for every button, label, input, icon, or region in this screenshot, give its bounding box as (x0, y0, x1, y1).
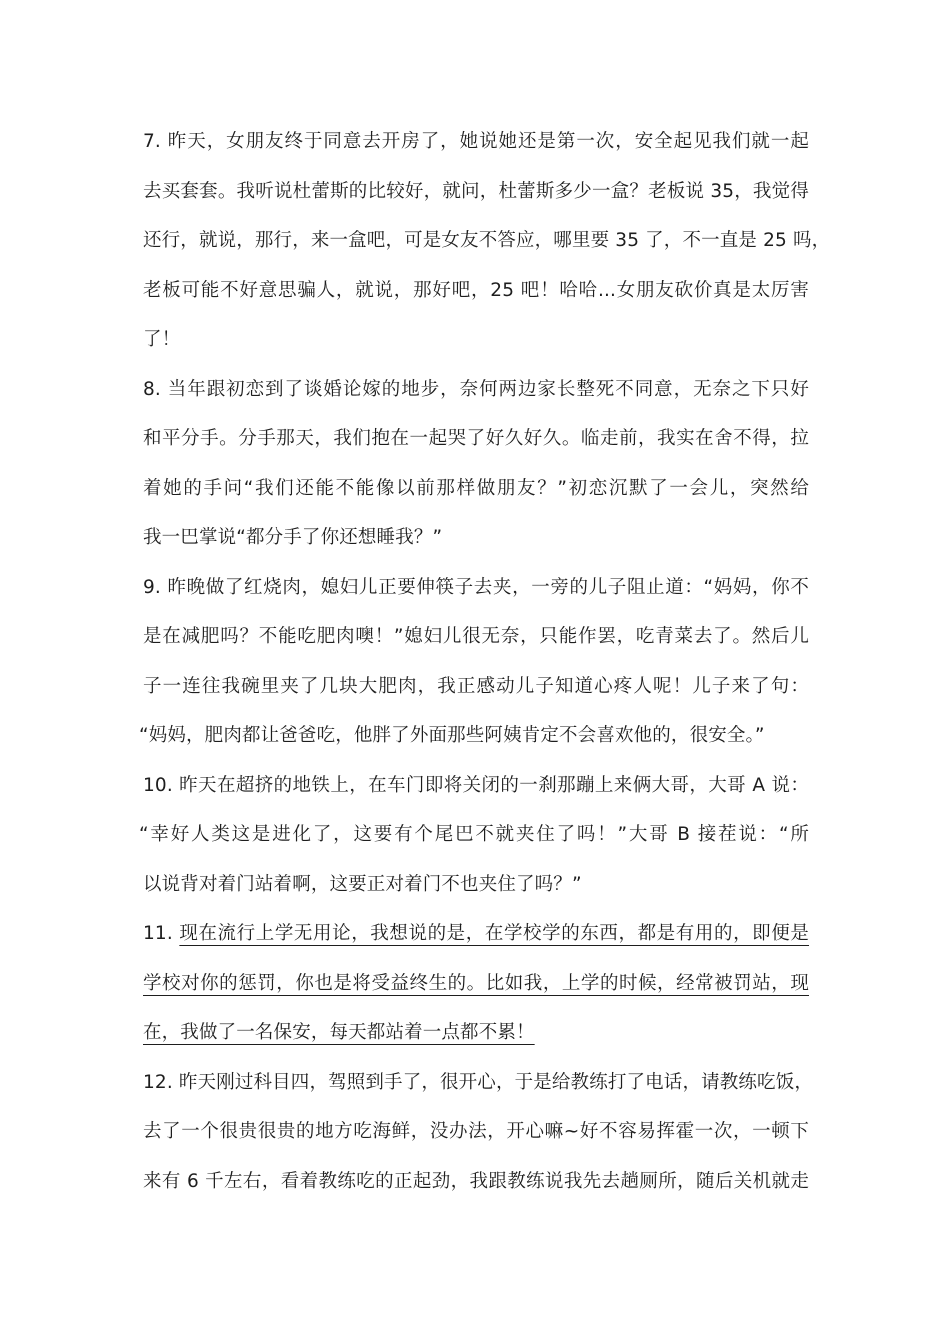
text-line (143, 909, 809, 959)
text-line: 和平分手。分手那天，我们抱在一起哭了好久好久。临走前，我实在舍不得，拉 (143, 428, 809, 449)
text-line: 还行，就说，那行，来一盒吧，可是女友不答应，哪里要 35 了，不一直是 25 吗， (143, 230, 831, 251)
text-line (143, 1008, 809, 1058)
text-line: 来有 6 千左右，看着教练吃的正起劲，我跟教练说我先去趟厕所，随后关机就走 (143, 1170, 809, 1192)
text-line: 去买套套。我听说杜蕾斯的比较好，就问，杜蕾斯多少一盒？老板说 35，我觉得 (143, 180, 809, 202)
text-line: 10. 昨天在超挤的地铁上，在车门即将关闭的一刹那蹦上来俩大哥，大哥 A 说： (143, 774, 809, 796)
text-line (143, 959, 809, 1009)
text-line: 8. 当年跟初恋到了谈婚论嫁的地步，奈何两边家长整死不同意，无奈之下只好 (143, 378, 809, 400)
text-line: 12. 昨天刚过科目四，驾照到手了，很开心，于是给教练打了电话，请教练吃饭， (143, 1071, 814, 1093)
paragraph-10 (139, 761, 809, 910)
underlined-text: 现在流行上学无用论，我想说的是，在学校学的东西，都是有用的，即便是 (179, 923, 810, 944)
text-line: “幸好人类这是进化了，这要有个尾巴不就夹住了吗！”大哥 B 接茬说：“所 (139, 824, 809, 845)
underlined-text: 在，我做了一名保安，每天都站着一点都不累！ (143, 1022, 535, 1043)
text-line: “妈妈，肥肉都让爸爸吃，他胖了外面那些阿姨肯定不会喜欢他的，很安全。” (139, 725, 765, 746)
paragraph-11 (143, 909, 809, 1058)
paragraph-8 (143, 365, 809, 563)
document-page (139, 117, 831, 1206)
paragraph-number: 11. (143, 923, 173, 944)
text-line: 是在减肥吗？不能吃肥肉噢！”媳妇儿很无奈，只能作罢，吃青菜去了。然后儿 (143, 626, 809, 647)
text-line: 以说背对着门站着啊，这要正对着门不也夹住了吗？” (143, 873, 582, 895)
text-line: 着她的手问“我们还能不能像以前那样做朋友？”初恋沉默了一会儿，突然给 (143, 477, 809, 499)
paragraph-9 (139, 563, 809, 761)
text-line: 9. 昨晚做了红烧肉，媳妇儿正要伸筷子去夹，一旁的儿子阻止道：“妈妈，你不 (143, 576, 809, 598)
paragraph-7 (143, 117, 831, 365)
text-line: 去了一个很贵很贵的地方吃海鲜，没办法，开心嘛~好不容易挥霍一次，一顿下 (143, 1121, 809, 1142)
paragraph-12 (143, 1058, 814, 1207)
text-line: 了！ (143, 329, 181, 350)
text-line: 子一连往我碗里夹了几块大肥肉，我正感动儿子知道心疼人呢！儿子来了句： (143, 675, 809, 697)
text-line: 我一巴掌说“都分手了你还想睡我？” (143, 527, 443, 548)
text-line: 7. 昨天，女朋友终于同意去开房了，她说她还是第一次，安全起见我们就一起 (143, 131, 809, 152)
text-line: 老板可能不好意思骗人，就说，那好吧，25 吧！哈哈...女朋友砍价真是太厉害 (143, 279, 809, 301)
underlined-text: 学校对你的惩罚，你也是将受益终生的。比如我，上学的时候，经常被罚站，现 (143, 972, 809, 994)
